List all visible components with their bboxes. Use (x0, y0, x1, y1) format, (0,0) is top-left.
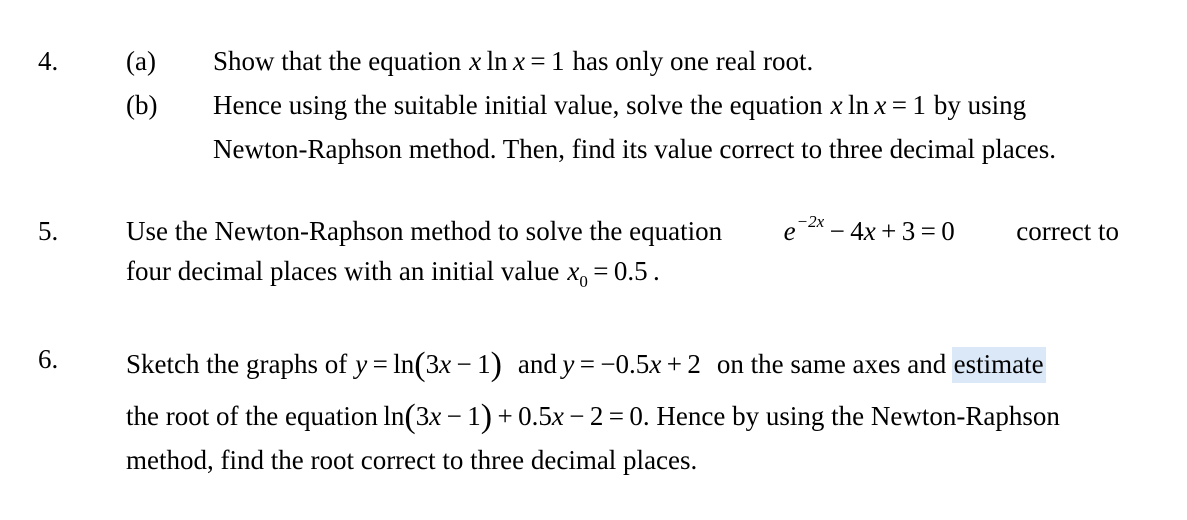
question-6-number: 6. (38, 344, 59, 374)
question-6-text-line3: method, find the root correct to three decimal places. (126, 445, 698, 475)
question-5-text-line2: four decimal places with an initial value $x_0 = 0.5$ . (126, 256, 660, 291)
question-4a-text: Show that the equation x ln x = 1 has only one real root. (213, 46, 814, 76)
question-4b-label: (b) (126, 90, 158, 120)
question-5-text: Use the Newton-Raphson method to solve the equation $e^{-2x} - 4x + 3 = 0$ correct to (126, 212, 1119, 246)
question-4b-text-line2: Newton-Raphson method. Then, find its value correct to three decimal places. (213, 134, 1056, 164)
question-4a-label: (a) (126, 46, 156, 76)
highlighted-word: estimate (952, 347, 1046, 383)
question-6-text-line2: the root of the equation ln(3x − 1) + 0.5x − 2 = 0. Hence by using the Newton-Raphson (126, 398, 1060, 435)
question-6-text: Sketch the graphs of y = ln(3x − 1) and y = −0.5x + 2 on the same axes and estimate (126, 346, 1044, 383)
question-4b-text: Hence using the suitable initial value, solve the equation x ln x = 1 by using (213, 90, 1027, 120)
question-4-number: 4. (38, 46, 59, 76)
question-5-number: 5. (38, 216, 59, 246)
